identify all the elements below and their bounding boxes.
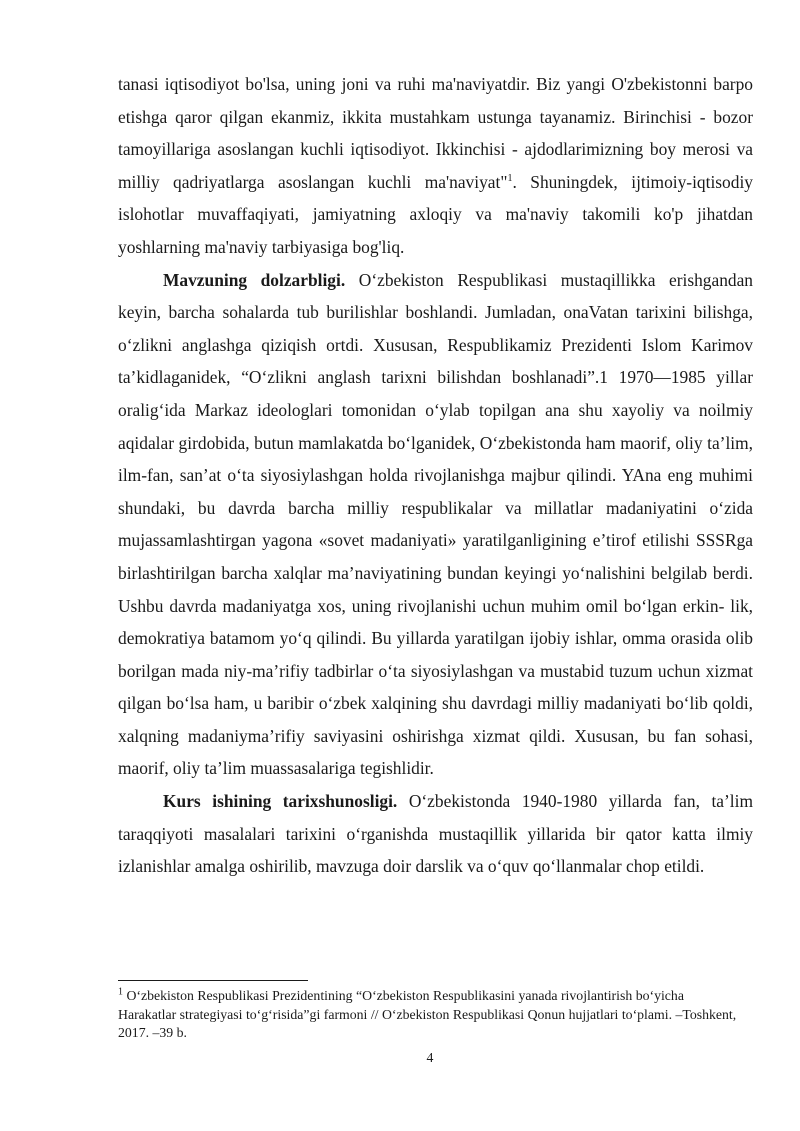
- footnote-reference: 1: [507, 172, 513, 184]
- paragraph-text: O‘zbekistonda 1940-1980 yillarda fan, ta’lim taraqqiyoti masalalari tarixini o‘rganishda mustaqillik yillarida bir qator katta ilmiy izlanishlar amalga oshirilib, mavzuga doir darslik va o‘quv qo‘llanmalar chop etildi.: [118, 791, 753, 877]
- paragraph-text-continued: . Shuningdek, ijtimoiy-iqtisodiy islohotlar muvaffaqiyati, jamiyatning axloqiy va ma'naviy takomili ko'p jihatdan yoshlarning ma'naviy tarbiyasiga bog'liq.: [118, 171, 753, 257]
- paragraph-relevance: [118, 264, 753, 786]
- section-heading-relevance: Mavzuning dolzarbligi.: [163, 269, 346, 290]
- paragraph-historiography: [118, 785, 753, 883]
- footnote-marker: 1: [118, 986, 123, 998]
- page-number: 4: [426, 1050, 434, 1065]
- footnote: [118, 987, 738, 1043]
- footnote-text: O‘zbekiston Respublikasi Prezidentining “O‘zbekiston Respublikasini yanada rivojlantirish bo‘yicha Harakatlar strategiyasi to‘g‘risida”gi farmoni // O‘zbekiston Respublikasi Qonun hujjatlari to‘plami. –Toshkent, 2017. –39 b.: [118, 988, 737, 1040]
- section-heading-historiography: Kurs ishining tarixshunosligi.: [163, 791, 398, 812]
- footnote-separator: [118, 980, 308, 981]
- paragraph-continued: [118, 68, 753, 264]
- paragraph-text: O‘zbekiston Respublikasi mustaqillikka erishgandan keyin, barcha sohalarda tub burilishlar boshlandi. Jumladan, onaVatan tarixini bilishga, o‘zlikni anglashga qiziqish ortdi. Xususan, Respublikamiz Prezidenti Islom Karimov ta’kidlaganidek, “O‘zlikni anglash tarixni bilishdan boshlanadi”.1 1970—1985 yillar oralig‘ida Markaz ideologlari tomonidan o‘ylab topilgan ana shu xayoliy va noilmiy aqidalar girdobida, butun mamlakatda bo‘lganidek, O‘zbekistonda ham maorif, oliy ta’lim, ilm-fan, san’at o‘ta siyosiylashgan holda rivojlanishga majbur qilindi. YAna eng muhimi shundaki, bu davrda barcha milliy respublikalar va millatlar madaniyatini o‘zida mujassamlashtirgan yagona «sovet madaniyati» yaratilganligining e’tirof etilishi SSSRga birlashtirilgan barcha xalqlar ma’naviyatining bundan keyingi yo‘nalishini belgilab berdi. Ushbu davrda madaniyatga xos, uning rivojlanishi uchun muhim omil bo‘lgan erkin- lik, demokratiya batamom yo‘q qilindi. Bu yillarda yaratilgan ijobiy ishlar, omma orasida olib borilgan mada niy-ma’rifiy tadbirlar o‘ta siyosiylashgan va mustabid tuzum uchun xizmat qilgan bo‘lsa ham, u baribir o‘zbek xalqining shu davrdagi milliy madaniyati bo‘lib qoldi, xalqning madaniyma’rifiy saviyasini oshirishga xizmat qildi. Xususan, bu fan sohasi, maorif, oliy ta’lim muassasalariga tegishlidir.: [118, 269, 753, 779]
- paragraph-text: tanasi iqtisodiyot bo'lsa, uning joni va ruhi ma'naviyatdir. Biz yangi O'zbekistonni barpo etishga qaror qilgan ekanmiz, ikkita mustahkam ustunga tayanamiz. Birinchisi - bozor tamoyillariga asoslangan kuchli iqtisodiyot. Ikkinchisi - ajdodlarimizning boy merosi va milliy qadriyatlarga asoslangan kuchli ma'naviyat": [118, 74, 753, 192]
- body-text: [118, 68, 753, 883]
